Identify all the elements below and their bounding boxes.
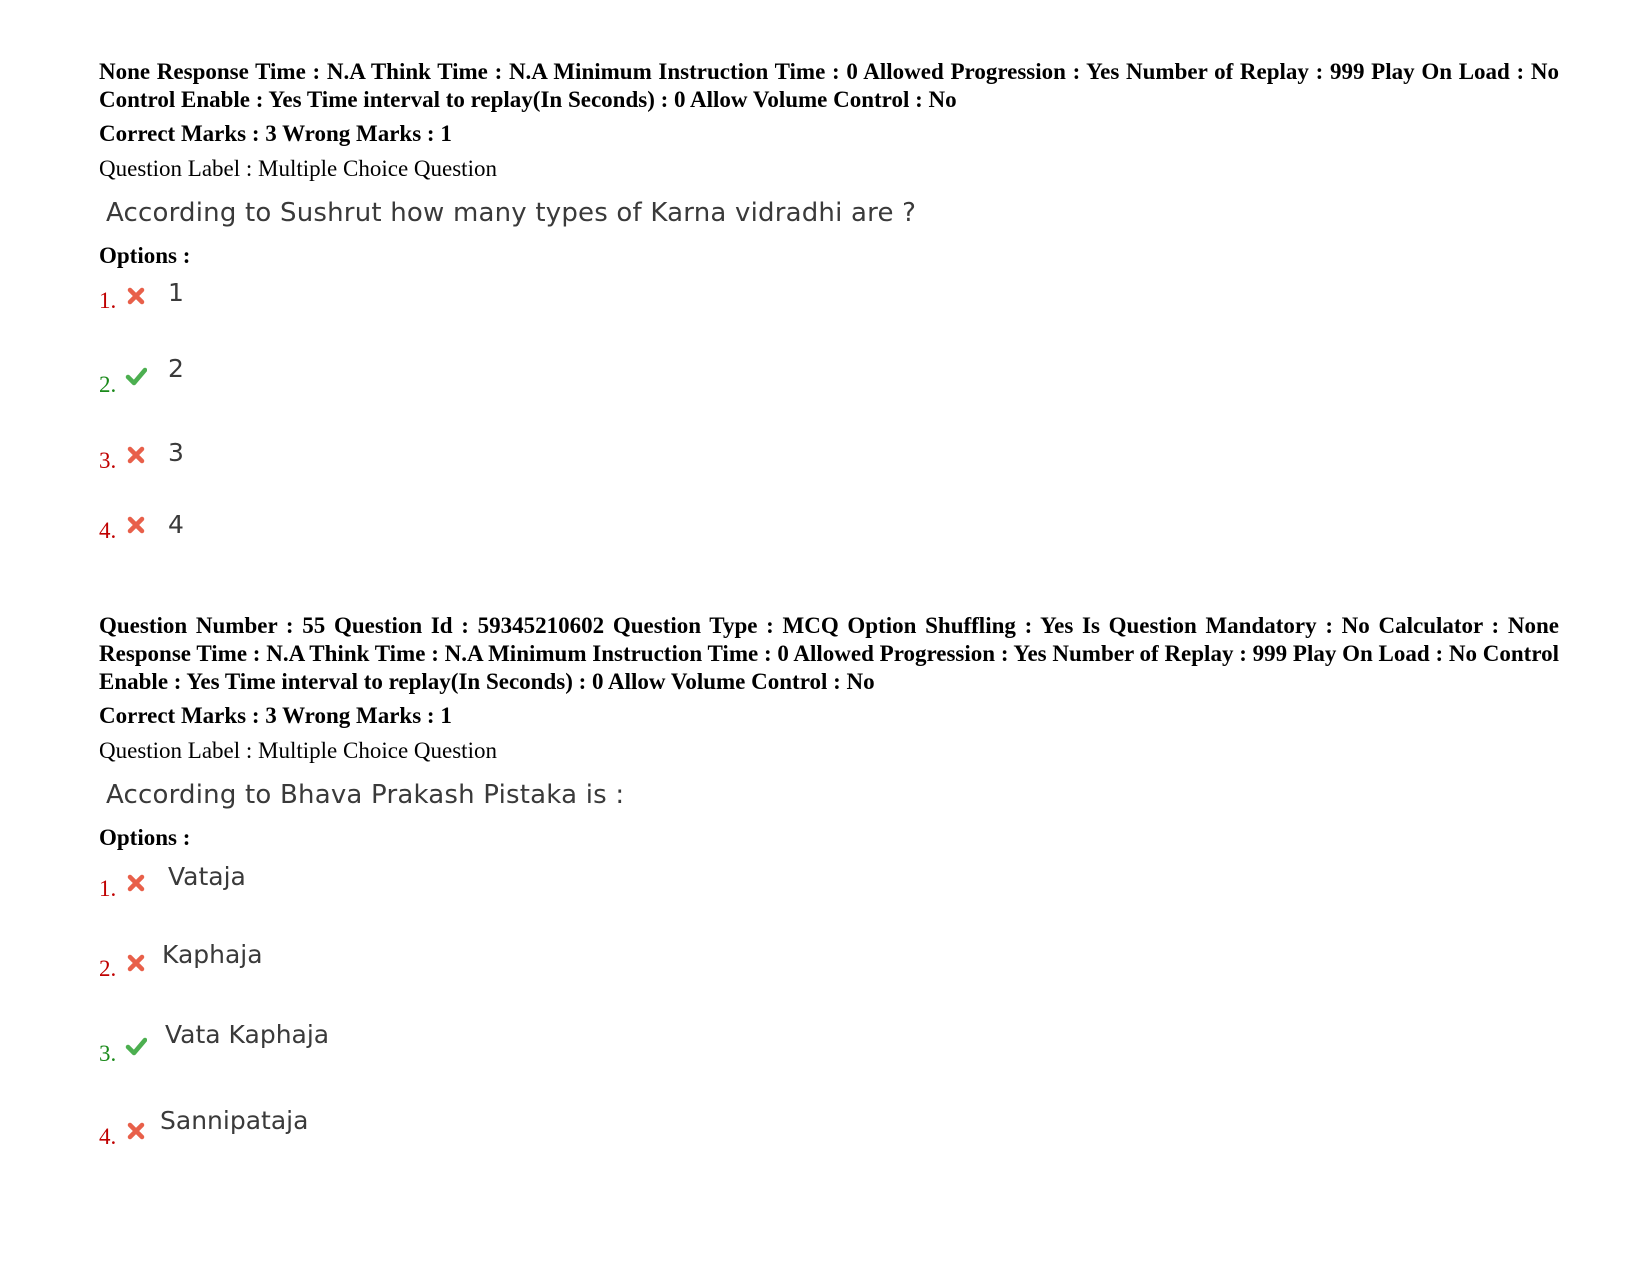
option-item <box>99 270 1559 346</box>
marks-line: Correct Marks : 3 Wrong Marks : 1 <box>99 121 452 146</box>
question-meta: Question Number : 55 Question Id : 59345210602 Question Type : MCQ Option Shuffling : Yes Is Question Mandatory : No Calculator : None Response Time : N.A Think Time : N.A Minimum Instruction Time : 0 Allowed Progression : Yes Number of Replay : 999 Play On Load : No Control Enable : Yes Time interval to replay(In Seconds) : 0 Allow Volume Control : No <box>99 613 1559 694</box>
option-number: 3. <box>99 1041 117 1066</box>
option-item <box>99 852 1559 934</box>
option-value: Kaphaja <box>162 940 263 969</box>
question-label: Question Label : Multiple Choice Question <box>99 738 497 763</box>
option-value: Vata Kaphaja <box>165 1020 330 1049</box>
option-number: 2. <box>99 372 117 397</box>
block-spacer <box>99 564 1559 612</box>
option-item <box>99 504 1559 564</box>
option-number: 4. <box>99 1124 117 1149</box>
option-value: 3 <box>168 438 184 467</box>
option-value: 4 <box>168 510 184 539</box>
option-item <box>99 428 1559 504</box>
option-value: 1 <box>168 278 184 307</box>
check-icon <box>125 1036 147 1058</box>
cross-icon <box>125 872 147 894</box>
option-number: 2. <box>99 956 117 981</box>
option-value: Vataja <box>168 862 246 891</box>
option-number: 1. <box>99 288 117 313</box>
check-icon <box>125 366 147 388</box>
question-meta: None Response Time : N.A Think Time : N.A Minimum Instruction Time : 0 Allowed Progression : Yes Number of Replay : 999 Play On Load : No Control Enable : Yes Time interval to replay(In Seconds) : 0 Allow Volume Control : No <box>99 59 1559 112</box>
question-block-1 <box>99 58 1559 564</box>
option-item <box>99 346 1559 428</box>
option-value: Sannipataja <box>160 1106 309 1135</box>
cross-icon <box>125 952 147 974</box>
question-text: According to Sushrut how many types of Karna vidradhi are ? <box>106 198 917 228</box>
option-item <box>99 1016 1559 1100</box>
cross-icon <box>125 444 147 466</box>
option-number: 1. <box>99 876 117 901</box>
question-label: Question Label : Multiple Choice Question <box>99 156 497 181</box>
marks-line: Correct Marks : 3 Wrong Marks : 1 <box>99 703 452 728</box>
option-number: 3. <box>99 448 117 473</box>
cross-icon <box>125 514 147 536</box>
options-heading: Options : <box>99 825 191 850</box>
page <box>99 58 1559 1160</box>
option-value: 2 <box>168 354 184 383</box>
cross-icon <box>125 285 147 307</box>
option-number: 4. <box>99 518 117 543</box>
option-item <box>99 1100 1559 1160</box>
question-block-2 <box>99 612 1559 1160</box>
cross-icon <box>125 1120 147 1142</box>
option-item <box>99 934 1559 1016</box>
question-text: According to Bhava Prakash Pistaka is : <box>106 780 625 810</box>
options-heading: Options : <box>99 243 191 268</box>
